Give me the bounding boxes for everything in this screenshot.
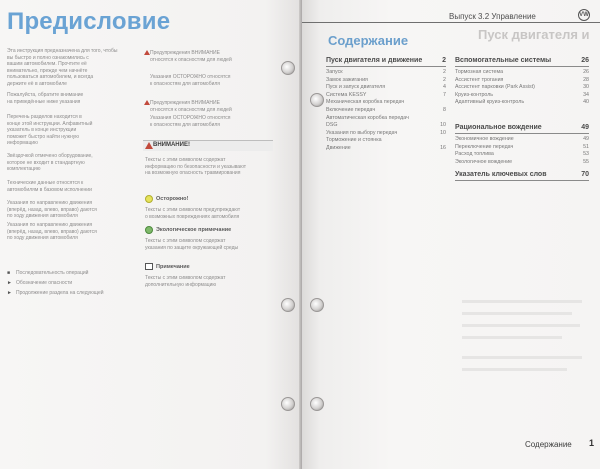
toc-entry-page: 53 bbox=[583, 151, 589, 158]
toc-entry-page: 34 bbox=[583, 91, 589, 98]
toc-entry[interactable]: Механическая коробка передач bbox=[326, 99, 405, 106]
eco-icon bbox=[145, 226, 153, 234]
preface-paragraph-line: Эта инструкция предназначена для того, чтобы bbox=[7, 48, 118, 54]
toc-rule bbox=[455, 133, 589, 134]
toc-entry[interactable]: Запуск bbox=[326, 69, 343, 75]
warning-text-line: информацию по безопасности и указывают bbox=[145, 163, 247, 170]
preface-paragraph-line: Указания ОСТОРОЖНО относятся bbox=[150, 115, 231, 121]
note-icon bbox=[145, 263, 153, 270]
warning-text-line: на возможную опасность травмирования bbox=[145, 170, 241, 177]
toc-entry[interactable]: Торможение и стоянка bbox=[326, 137, 382, 144]
toc-entry-page: 30 bbox=[583, 84, 589, 91]
preface-paragraph-line: пользоваться автомобилем, и всегда bbox=[7, 74, 94, 81]
eco-text-line: Тексты с этим символом содержат bbox=[145, 238, 226, 244]
toc-rule bbox=[455, 66, 589, 67]
toc-entry-page: 10 bbox=[440, 129, 446, 136]
toc-entry[interactable]: Круиз-контроль bbox=[455, 91, 494, 98]
note-text-line: Тексты с этим символом содержат bbox=[145, 275, 226, 281]
toc-entry-page: 2 bbox=[443, 76, 446, 83]
preface-paragraph-line: (вперёд, назад, влево, вправо) даются bbox=[7, 206, 97, 213]
toc-entry[interactable]: Движение bbox=[326, 145, 351, 151]
toc-entry-page: 51 bbox=[583, 143, 589, 150]
warning-triangle-icon bbox=[144, 100, 150, 105]
toc-entry-page: 49 bbox=[583, 136, 589, 142]
list-marker: ► bbox=[7, 290, 12, 296]
toc-entry-page: 26 bbox=[583, 69, 589, 75]
preface-paragraph-line: комплектацию bbox=[7, 166, 41, 173]
toc-section-heading[interactable]: Указатель ключевых слов bbox=[455, 171, 547, 178]
toc-entry[interactable]: Включение передач bbox=[326, 107, 376, 113]
toc-entry[interactable]: Указания по выбору передач bbox=[326, 129, 398, 136]
header-rule bbox=[302, 22, 600, 23]
toc-entry[interactable]: Тормозная система bbox=[455, 69, 504, 75]
binder-hole bbox=[310, 298, 324, 312]
preface-paragraph-line: по ходу движения автомобиля bbox=[7, 235, 78, 242]
toc-entry[interactable]: Расход топлива bbox=[455, 151, 494, 158]
toc-section-heading[interactable]: Рациональное вождение bbox=[455, 124, 542, 131]
right-page bbox=[302, 0, 600, 469]
running-head: Выпуск 3.2 Управление bbox=[449, 12, 536, 21]
toc-entry[interactable]: Переключение передач bbox=[455, 143, 514, 150]
note-text-line: дополнительную информацию bbox=[145, 281, 217, 288]
toc-rule bbox=[326, 66, 446, 67]
brand-logo: VW bbox=[578, 9, 590, 21]
toc-entry[interactable]: Автоматическая коробка передач bbox=[326, 114, 409, 121]
caution-icon bbox=[145, 195, 153, 203]
toc-entry[interactable]: Адаптивный круиз-контроль bbox=[455, 99, 525, 106]
caution-text-line: Тексты с этим символом предупреждают bbox=[145, 207, 241, 213]
page-title-contents: Содержание bbox=[328, 33, 409, 48]
caution-text-line: о возможных повреждениях автомобиля bbox=[145, 213, 240, 220]
preface-paragraph-line: Указания по направлению движения bbox=[7, 222, 93, 228]
preface-paragraph-line: поможет быстро найти нужную bbox=[7, 133, 79, 140]
list-item: Обозначение опасности bbox=[16, 280, 73, 286]
toc-section-page: 2 bbox=[442, 57, 446, 64]
list-item: Продолжение раздела на следующей bbox=[16, 290, 104, 296]
preface-paragraph-line: Предупреждения ВНИМАНИЕ bbox=[150, 100, 220, 106]
preface-paragraph-line: указатель в конце инструкции bbox=[7, 127, 77, 134]
preface-paragraph-line: Указания по направлению движения bbox=[7, 200, 93, 206]
preface-paragraph-line: которое не входит в стандартную bbox=[7, 159, 85, 166]
toc-entry[interactable]: Экономичное вождение bbox=[455, 136, 514, 142]
preface-paragraph-line: Указания ОСТОРОЖНО относятся bbox=[150, 74, 231, 80]
toc-section-page: 70 bbox=[581, 171, 589, 178]
warning-label: ВНИМАНИЕ! bbox=[153, 142, 190, 148]
toc-entry[interactable]: Экологичное вождение bbox=[455, 158, 513, 165]
preface-paragraph-line: держите её в автомобиле bbox=[7, 81, 67, 87]
warning-triangle-icon bbox=[145, 142, 153, 149]
toc-section-page: 26 bbox=[581, 57, 589, 64]
toc-entry-page: 7 bbox=[443, 91, 446, 98]
toc-section-page: 49 bbox=[581, 124, 589, 131]
preface-paragraph-line: относятся к опасностям для людей bbox=[150, 56, 232, 63]
preface-paragraph-line: (вперёд, назад, влево, вправо) даются bbox=[7, 228, 97, 235]
preface-paragraph-line: к опасностям для автомобиля bbox=[150, 121, 220, 128]
toc-section-heading[interactable]: Пуск двигателя и движение bbox=[326, 57, 423, 64]
preface-paragraph-line: Пожалуйста, обратите внимание bbox=[7, 92, 84, 98]
toc-entry-page: 28 bbox=[583, 76, 589, 83]
binder-hole bbox=[281, 61, 295, 75]
note-label: Примечание bbox=[156, 264, 190, 270]
caution-label: Осторожно! bbox=[156, 196, 189, 202]
warning-triangle-icon bbox=[144, 50, 150, 55]
preface-paragraph-line: Предупреждения ВНИМАНИЕ bbox=[150, 50, 220, 56]
preface-paragraph-line: на приведённые ниже указания bbox=[7, 98, 81, 105]
eco-text-line: указания по защите окружающей среды bbox=[145, 244, 239, 251]
page-number: 1 bbox=[589, 438, 595, 448]
list-item: Последовательность операций bbox=[16, 270, 89, 276]
toc-entry-page: 8 bbox=[443, 107, 446, 113]
toc-section-heading[interactable]: Вспомогательные системы bbox=[455, 57, 552, 64]
toc-entry-page: 16 bbox=[440, 145, 446, 151]
binder-hole bbox=[281, 397, 295, 411]
toc-rule bbox=[455, 180, 589, 181]
preface-paragraph-line: Перечень разделов находится в bbox=[7, 114, 82, 120]
toc-entry-page: 40 bbox=[583, 99, 589, 106]
preface-paragraph-line: вашим автомобилем. Прочтите её bbox=[7, 61, 87, 68]
preface-paragraph-line: Технические данные относятся к bbox=[7, 180, 84, 186]
bleed-through-title: Пуск двигателя и bbox=[478, 27, 590, 42]
toc-entry[interactable]: Замок зажигания bbox=[326, 76, 368, 83]
toc-entry[interactable]: Система KESSY bbox=[326, 91, 367, 98]
preface-paragraph-line: конце этой инструкции. Алфавитный bbox=[7, 120, 93, 127]
preface-paragraph-line: внимательно, прежде чем начнёте bbox=[7, 67, 88, 74]
binder-hole bbox=[281, 298, 295, 312]
preface-paragraph-line: к опасностям для автомобиля bbox=[150, 80, 220, 87]
binder-hole bbox=[310, 397, 324, 411]
preface-paragraph-line: Звёздочкой отмечено оборудование, bbox=[7, 153, 93, 159]
preface-paragraph-line: автомобилям в базовом исполнении bbox=[7, 186, 92, 193]
preface-paragraph-line: относятся к опасностям для людей bbox=[150, 106, 232, 113]
binder-hole bbox=[310, 93, 324, 107]
list-marker: ■ bbox=[7, 270, 11, 276]
warning-text-line: Тексты с этим символом содержат bbox=[145, 157, 226, 163]
toc-entry[interactable]: Пуск и запуск двигателя bbox=[326, 84, 386, 91]
toc-entry[interactable]: DSG bbox=[326, 122, 338, 129]
preface-paragraph-line: по ходу движения автомобиля bbox=[7, 213, 78, 220]
preface-paragraph-line: информацию bbox=[7, 140, 38, 147]
preface-paragraph-line: вы быстро и полно ознакомились с bbox=[7, 54, 89, 61]
page-title-preface: Предисловие bbox=[7, 8, 171, 35]
footer-label: Содержание bbox=[525, 440, 572, 449]
toc-entry[interactable]: Ассистент трогания bbox=[455, 76, 504, 83]
toc-entry-page: 55 bbox=[583, 158, 589, 165]
toc-entry-page: 2 bbox=[443, 69, 446, 75]
toc-entry[interactable]: Ассистент парковки (Park Assist) bbox=[455, 84, 535, 91]
toc-entry-page: 4 bbox=[443, 84, 446, 91]
toc-entry-page: 10 bbox=[440, 122, 446, 129]
eco-label: Экологическое примечание bbox=[156, 227, 232, 233]
list-marker: ► bbox=[7, 280, 12, 286]
